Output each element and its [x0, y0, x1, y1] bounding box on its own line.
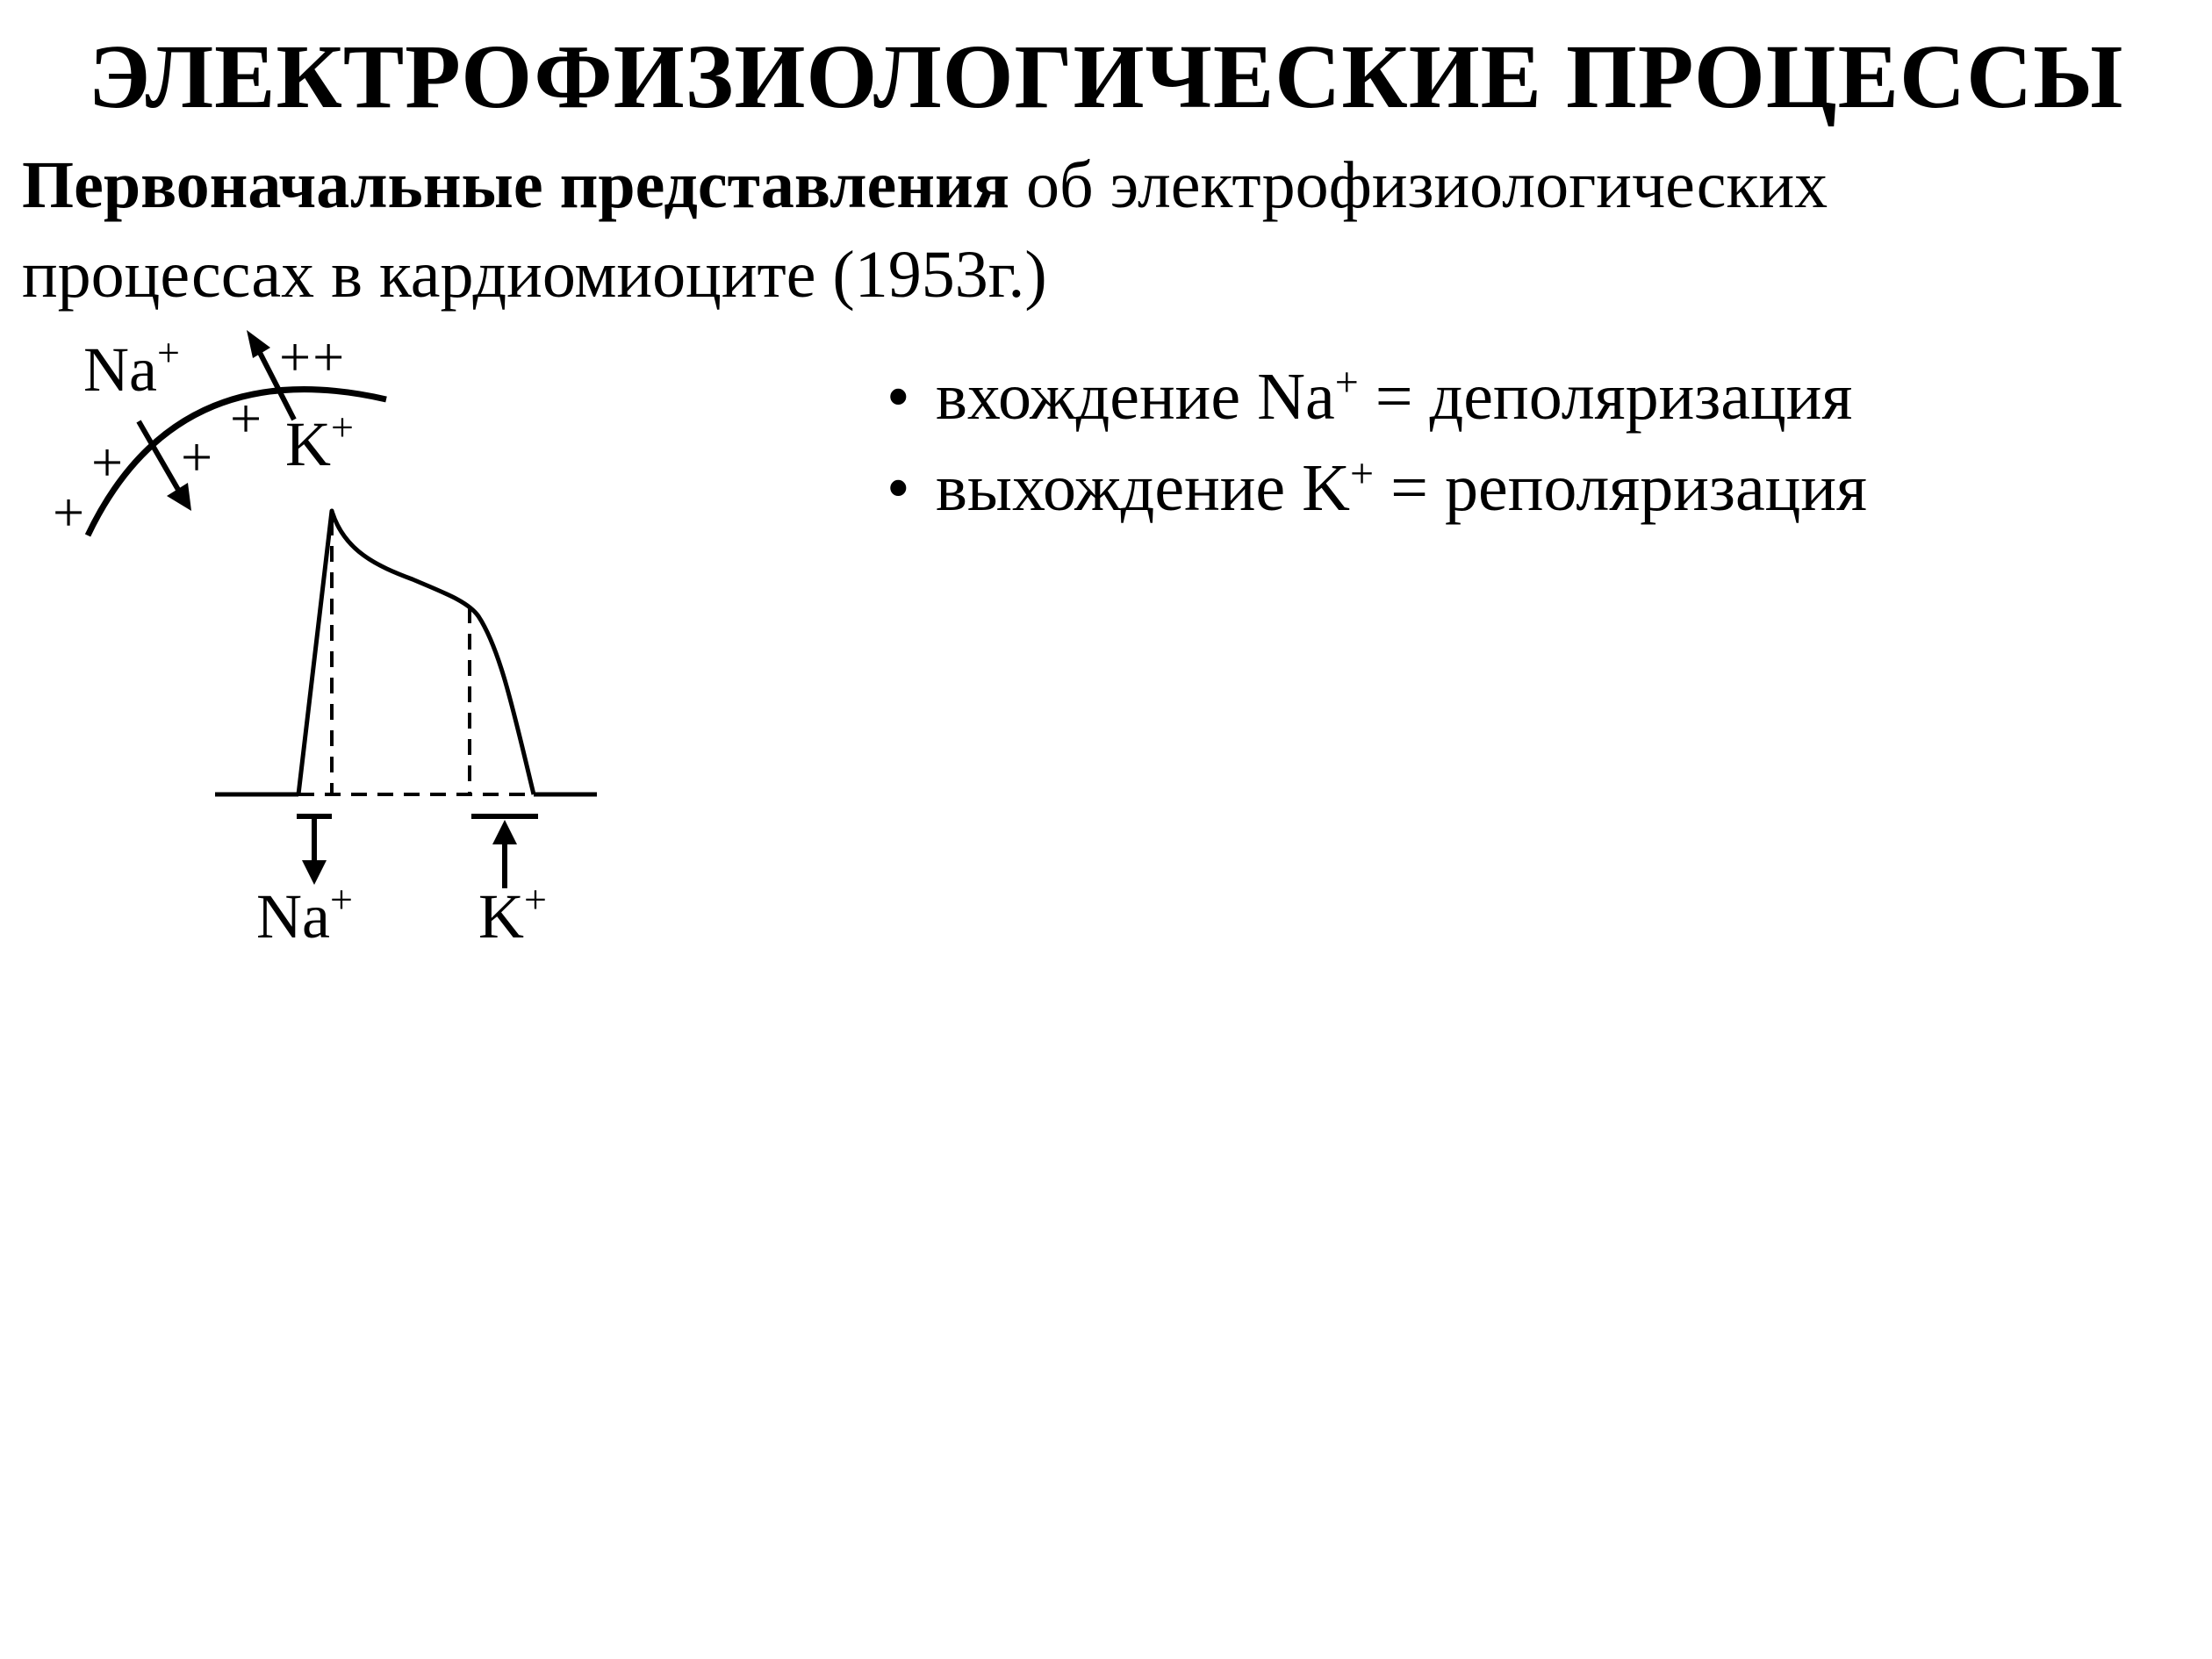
bottom-na-label: Na+: [256, 877, 353, 952]
bullet-list: [887, 351, 1867, 534]
k-outward-arrowhead: [247, 330, 270, 358]
bottom-k-arrowhead: [492, 820, 517, 844]
action-potential-diagram: [0, 316, 667, 983]
bullet-marker: •: [887, 451, 910, 525]
subtitle: [22, 140, 2129, 320]
plus-sign-2: +: [181, 426, 213, 488]
plus-sign-3: +: [91, 431, 124, 493]
plus-sign-1: +: [230, 387, 262, 449]
subtitle-rest-line2: процессах в кардиомиоците (1953г.): [22, 238, 1047, 312]
membrane-na-label: Na+: [83, 330, 180, 405]
page-title: ЭЛЕКТРОФИЗИОЛОГИЧЕСКИЕ ПРОЦЕССЫ: [88, 26, 2124, 127]
plus-sign-4: +: [53, 481, 85, 543]
membrane-k-label: K+: [285, 405, 354, 479]
bullet-repolarization: • выхождение K+ = реполяризация: [887, 442, 1867, 534]
bottom-k-label: K+: [478, 877, 547, 952]
subtitle-bold: Первоначальные представления: [22, 148, 1009, 222]
subtitle-rest-line1: об электрофизиологических: [1009, 148, 1828, 222]
plus-pair: ++: [279, 326, 347, 388]
bullet-depolarization: • вхождение Na+ = деполяризация: [887, 351, 1867, 442]
bullet-marker: •: [887, 360, 910, 434]
action-potential-curve: [298, 511, 534, 794]
